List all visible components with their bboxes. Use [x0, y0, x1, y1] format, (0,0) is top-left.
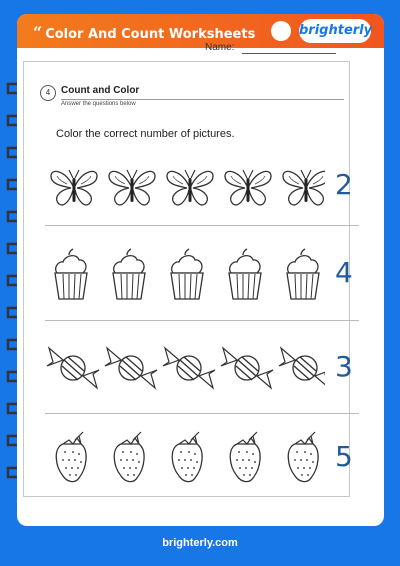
- candy-icon[interactable]: [221, 348, 273, 388]
- cupcake-icon[interactable]: [287, 249, 319, 299]
- cupcake-row: [45, 245, 325, 305]
- section-title: Count and Color: [61, 85, 140, 96]
- footer-link[interactable]: brighterly.com: [162, 537, 238, 549]
- candy-icon[interactable]: [105, 348, 157, 388]
- butterfly-icon[interactable]: [109, 170, 155, 205]
- page-title: “ Color And Count Worksheets: [33, 23, 256, 42]
- brand-logo: [299, 19, 371, 43]
- circle-decoration-icon: [271, 21, 291, 41]
- butterfly-row: [45, 162, 325, 212]
- instruction-text: Color the correct number of pictures.: [56, 128, 235, 140]
- count-number: 3: [335, 350, 353, 383]
- strawberry-icon[interactable]: [172, 432, 202, 482]
- header-bar: [17, 14, 384, 48]
- butterfly-icon[interactable]: [225, 170, 271, 205]
- strawberry-icon[interactable]: [230, 432, 260, 482]
- divider: [61, 99, 344, 100]
- strawberry-icon[interactable]: [288, 432, 318, 482]
- count-number: 4: [335, 256, 353, 289]
- name-label: Name:: [205, 42, 235, 53]
- candy-icon[interactable]: [47, 348, 99, 388]
- butterfly-icon[interactable]: [167, 170, 213, 205]
- butterfly-icon[interactable]: [51, 170, 97, 205]
- strawberry-row: [45, 430, 325, 488]
- cupcake-icon[interactable]: [229, 249, 261, 299]
- strawberry-icon[interactable]: [56, 432, 86, 482]
- row-divider: [45, 320, 359, 321]
- section-number: 4: [40, 85, 56, 101]
- quote-icon: “: [33, 23, 43, 42]
- row-divider: [45, 225, 359, 226]
- cupcake-icon[interactable]: [55, 249, 87, 299]
- brand-logo-text: brighterly: [299, 23, 373, 38]
- candy-row: [45, 340, 325, 396]
- cupcake-icon[interactable]: [171, 249, 203, 299]
- candy-icon[interactable]: [163, 348, 215, 388]
- row-divider: [45, 413, 359, 414]
- strawberry-icon[interactable]: [114, 432, 144, 482]
- section-subtitle: Answer the questions below: [61, 101, 136, 107]
- count-number: 2: [335, 168, 353, 201]
- candy-icon[interactable]: [279, 348, 325, 388]
- cupcake-icon[interactable]: [113, 249, 145, 299]
- butterfly-icon[interactable]: [283, 170, 325, 205]
- count-number: 5: [335, 440, 353, 473]
- name-field[interactable]: [242, 53, 336, 54]
